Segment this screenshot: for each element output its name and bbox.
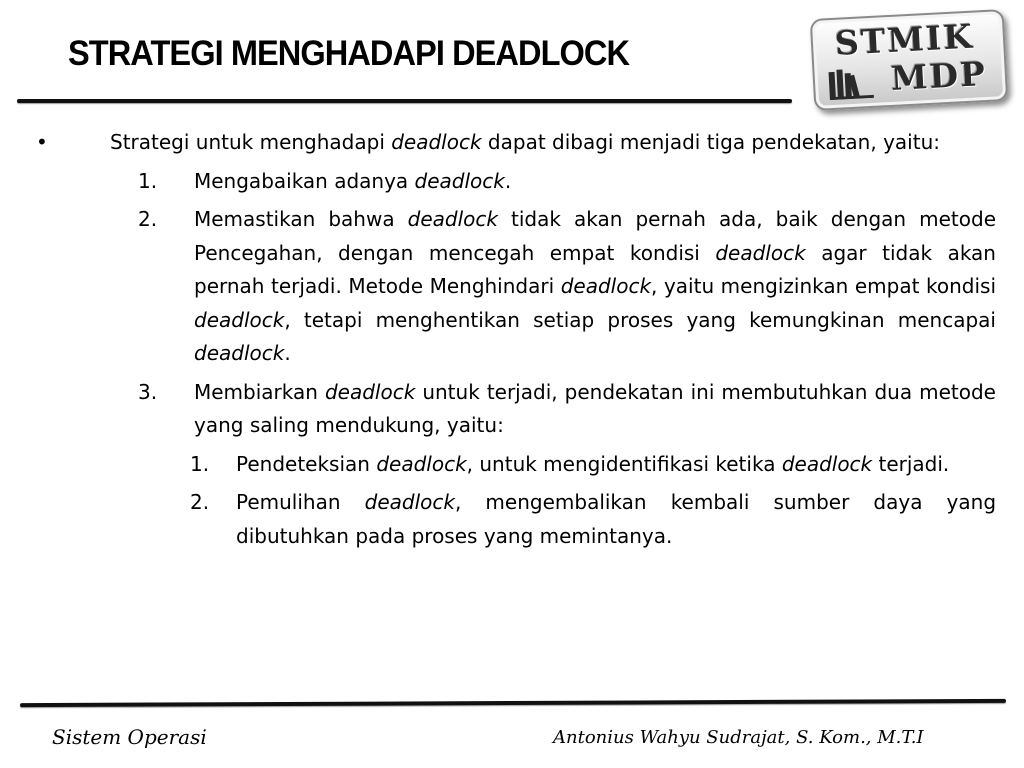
list-item-2: [138, 203, 997, 371]
sublist-item-2: [190, 486, 997, 553]
sublist-item-text: Pendeteksian deadlock, untuk mengidentifikasi ketika deadlock terjadi.: [236, 451, 950, 476]
footer-rule: [20, 699, 1006, 707]
slide-title: STRATEGI MENGHADAPI DEADLOCK: [68, 34, 630, 73]
sublist-item-1: [190, 448, 996, 482]
logo-text-line1: STMIK: [834, 16, 975, 63]
list-item-1: [138, 165, 996, 199]
stmik-mdp-logo: [810, 9, 1009, 111]
list-item-text: Membiarkan deadlock untuk terjadi, pendekatan ini membutuhkan dua metode yang saling mendukung, yaitu:: [194, 379, 996, 437]
list-number: 2.: [138, 207, 158, 231]
italic-term: deadlock: [560, 274, 652, 298]
italic-term: deadlock: [376, 451, 467, 476]
bullet-text: Strategi untuk menghadapi deadlock dapat dibagi menjadi tiga pendekatan, yaitu:: [110, 130, 940, 154]
books-icon: [826, 65, 884, 100]
italic-term: deadlock: [407, 207, 498, 231]
italic-term: deadlock: [715, 240, 806, 265]
footer-author: Antonius Wahyu Sudrajat, S. Kom., M.T.I: [553, 727, 924, 748]
sublist-number: 1.: [190, 451, 210, 476]
sublist-number: 2.: [190, 490, 210, 514]
title-underline: [17, 99, 792, 103]
bullet-item: [36, 126, 996, 160]
logo-text-line2: MDP: [889, 53, 988, 98]
italic-term: deadlock: [781, 451, 873, 476]
slide-content: [0, 126, 1024, 553]
italic-term: deadlock: [324, 379, 416, 404]
sublist-item-text: Pemulihan deadlock, mengembalikan kembali sumber daya yang dibutuhkan pada proses yang memintanya.: [236, 490, 997, 548]
list-item-text: Memastikan bahwa deadlock tidak akan pernah ada, baik dengan metode Pencegahan, dengan mencegah empat kondisi deadlock agar tidak akan pernah terjadi. Metode Menghindari deadlock, yaitu mengizinkan empat kondisi deadlock, tetapi menghentikan setiap proses yang kemungkinan mencapai deadlock.: [194, 207, 997, 365]
footer-course: Sistem Operasi: [52, 725, 207, 749]
italic-term: deadlock: [194, 307, 285, 332]
italic-term: deadlock: [414, 168, 505, 193]
list-item-3: [138, 376, 996, 443]
italic-term: deadlock: [391, 130, 482, 154]
list-item-text: Mengabaikan adanya deadlock.: [194, 168, 512, 193]
bullet-marker: •: [36, 130, 48, 154]
list-number: 3.: [138, 379, 158, 404]
italic-term: deadlock: [364, 490, 455, 514]
list-number: 1.: [138, 168, 158, 193]
italic-term: deadlock: [194, 341, 285, 365]
